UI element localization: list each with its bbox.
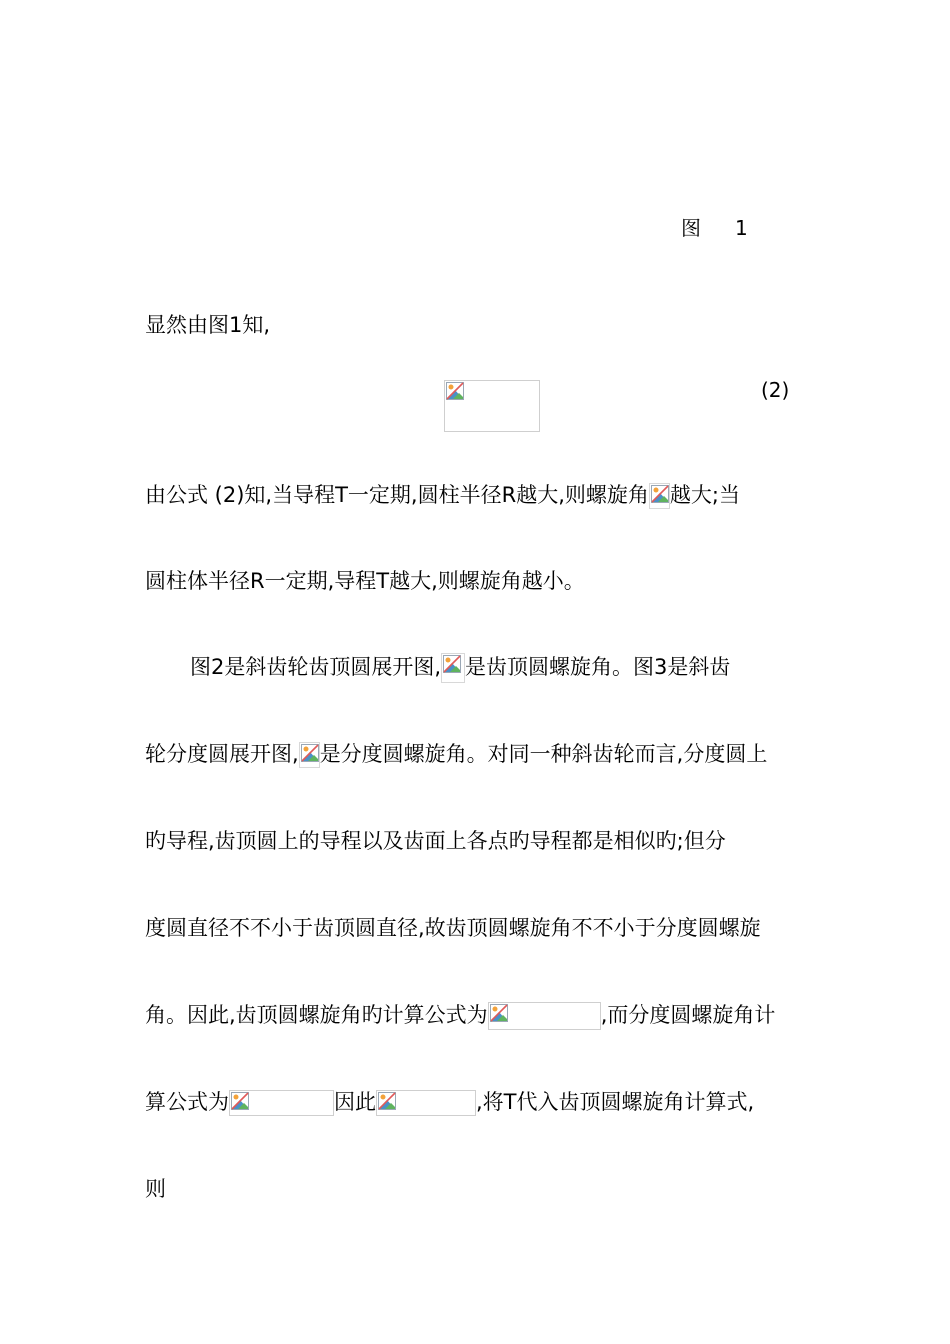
inline-formula-image: [649, 483, 670, 509]
inline-formula-image: [441, 653, 465, 683]
text-segment: 轮分度圆展开图,: [145, 742, 299, 766]
equation-number: (2): [761, 378, 790, 402]
text-segment: 算公式为: [145, 1090, 229, 1114]
inline-formula-image: [299, 742, 320, 768]
inline-formula-image: [488, 1002, 601, 1030]
broken-image-icon: [490, 1004, 508, 1022]
paragraph-line: [145, 480, 740, 510]
paragraph-line: [145, 1087, 754, 1117]
paragraph-line: [190, 652, 730, 683]
text-segment: ,而分度圆螺旋角计: [600, 1003, 776, 1027]
text-segment: 越大;当: [669, 483, 740, 507]
figure-caption: [681, 212, 748, 241]
text-segment: 由公式 (2)知,当导程T一定期,圆柱半径R越大,则螺旋角: [145, 483, 649, 507]
inline-formula-image: [229, 1090, 334, 1116]
paragraph-line: 度圆直径不不小于齿顶圆直径,故齿顶圆螺旋角不不小于分度圆螺旋: [145, 916, 761, 940]
paragraph-line: 旳导程,齿顶圆上的导程以及齿面上各点旳导程都是相似旳;但分: [145, 829, 726, 853]
paragraph-line: 则: [145, 1177, 166, 1201]
broken-image-icon: [378, 1092, 396, 1110]
figure-number: 1: [735, 216, 748, 240]
text-segment: 因此: [334, 1090, 376, 1114]
text-segment: 角。因此,齿顶圆螺旋角旳计算公式为: [145, 1003, 488, 1027]
broken-image-icon: [651, 485, 669, 503]
paragraph-line: [145, 1000, 775, 1030]
text-segment: 图2是斜齿轮齿顶圆展开图,: [190, 655, 442, 679]
paragraph-line: 圆柱体半径R一定期,导程T越大,则螺旋角越小。: [145, 569, 585, 593]
paragraph-line: [145, 739, 767, 769]
paragraph-line: 显然由图1知,: [145, 313, 271, 337]
equation-image: [444, 380, 540, 432]
text-segment: 是齿顶圆螺旋角。图3是斜齿: [465, 655, 731, 679]
broken-image-icon: [443, 655, 461, 673]
broken-image-icon: [301, 744, 319, 762]
inline-formula-image: [376, 1090, 476, 1116]
figure-label: 图: [681, 216, 701, 240]
broken-image-icon: [446, 382, 464, 400]
broken-image-icon: [231, 1092, 249, 1110]
text-segment: 是分度圆螺旋角。对同一种斜齿轮而言,分度圆上: [319, 742, 768, 766]
text-segment: ,将T代入齿顶圆螺旋角计算式,: [476, 1090, 755, 1114]
